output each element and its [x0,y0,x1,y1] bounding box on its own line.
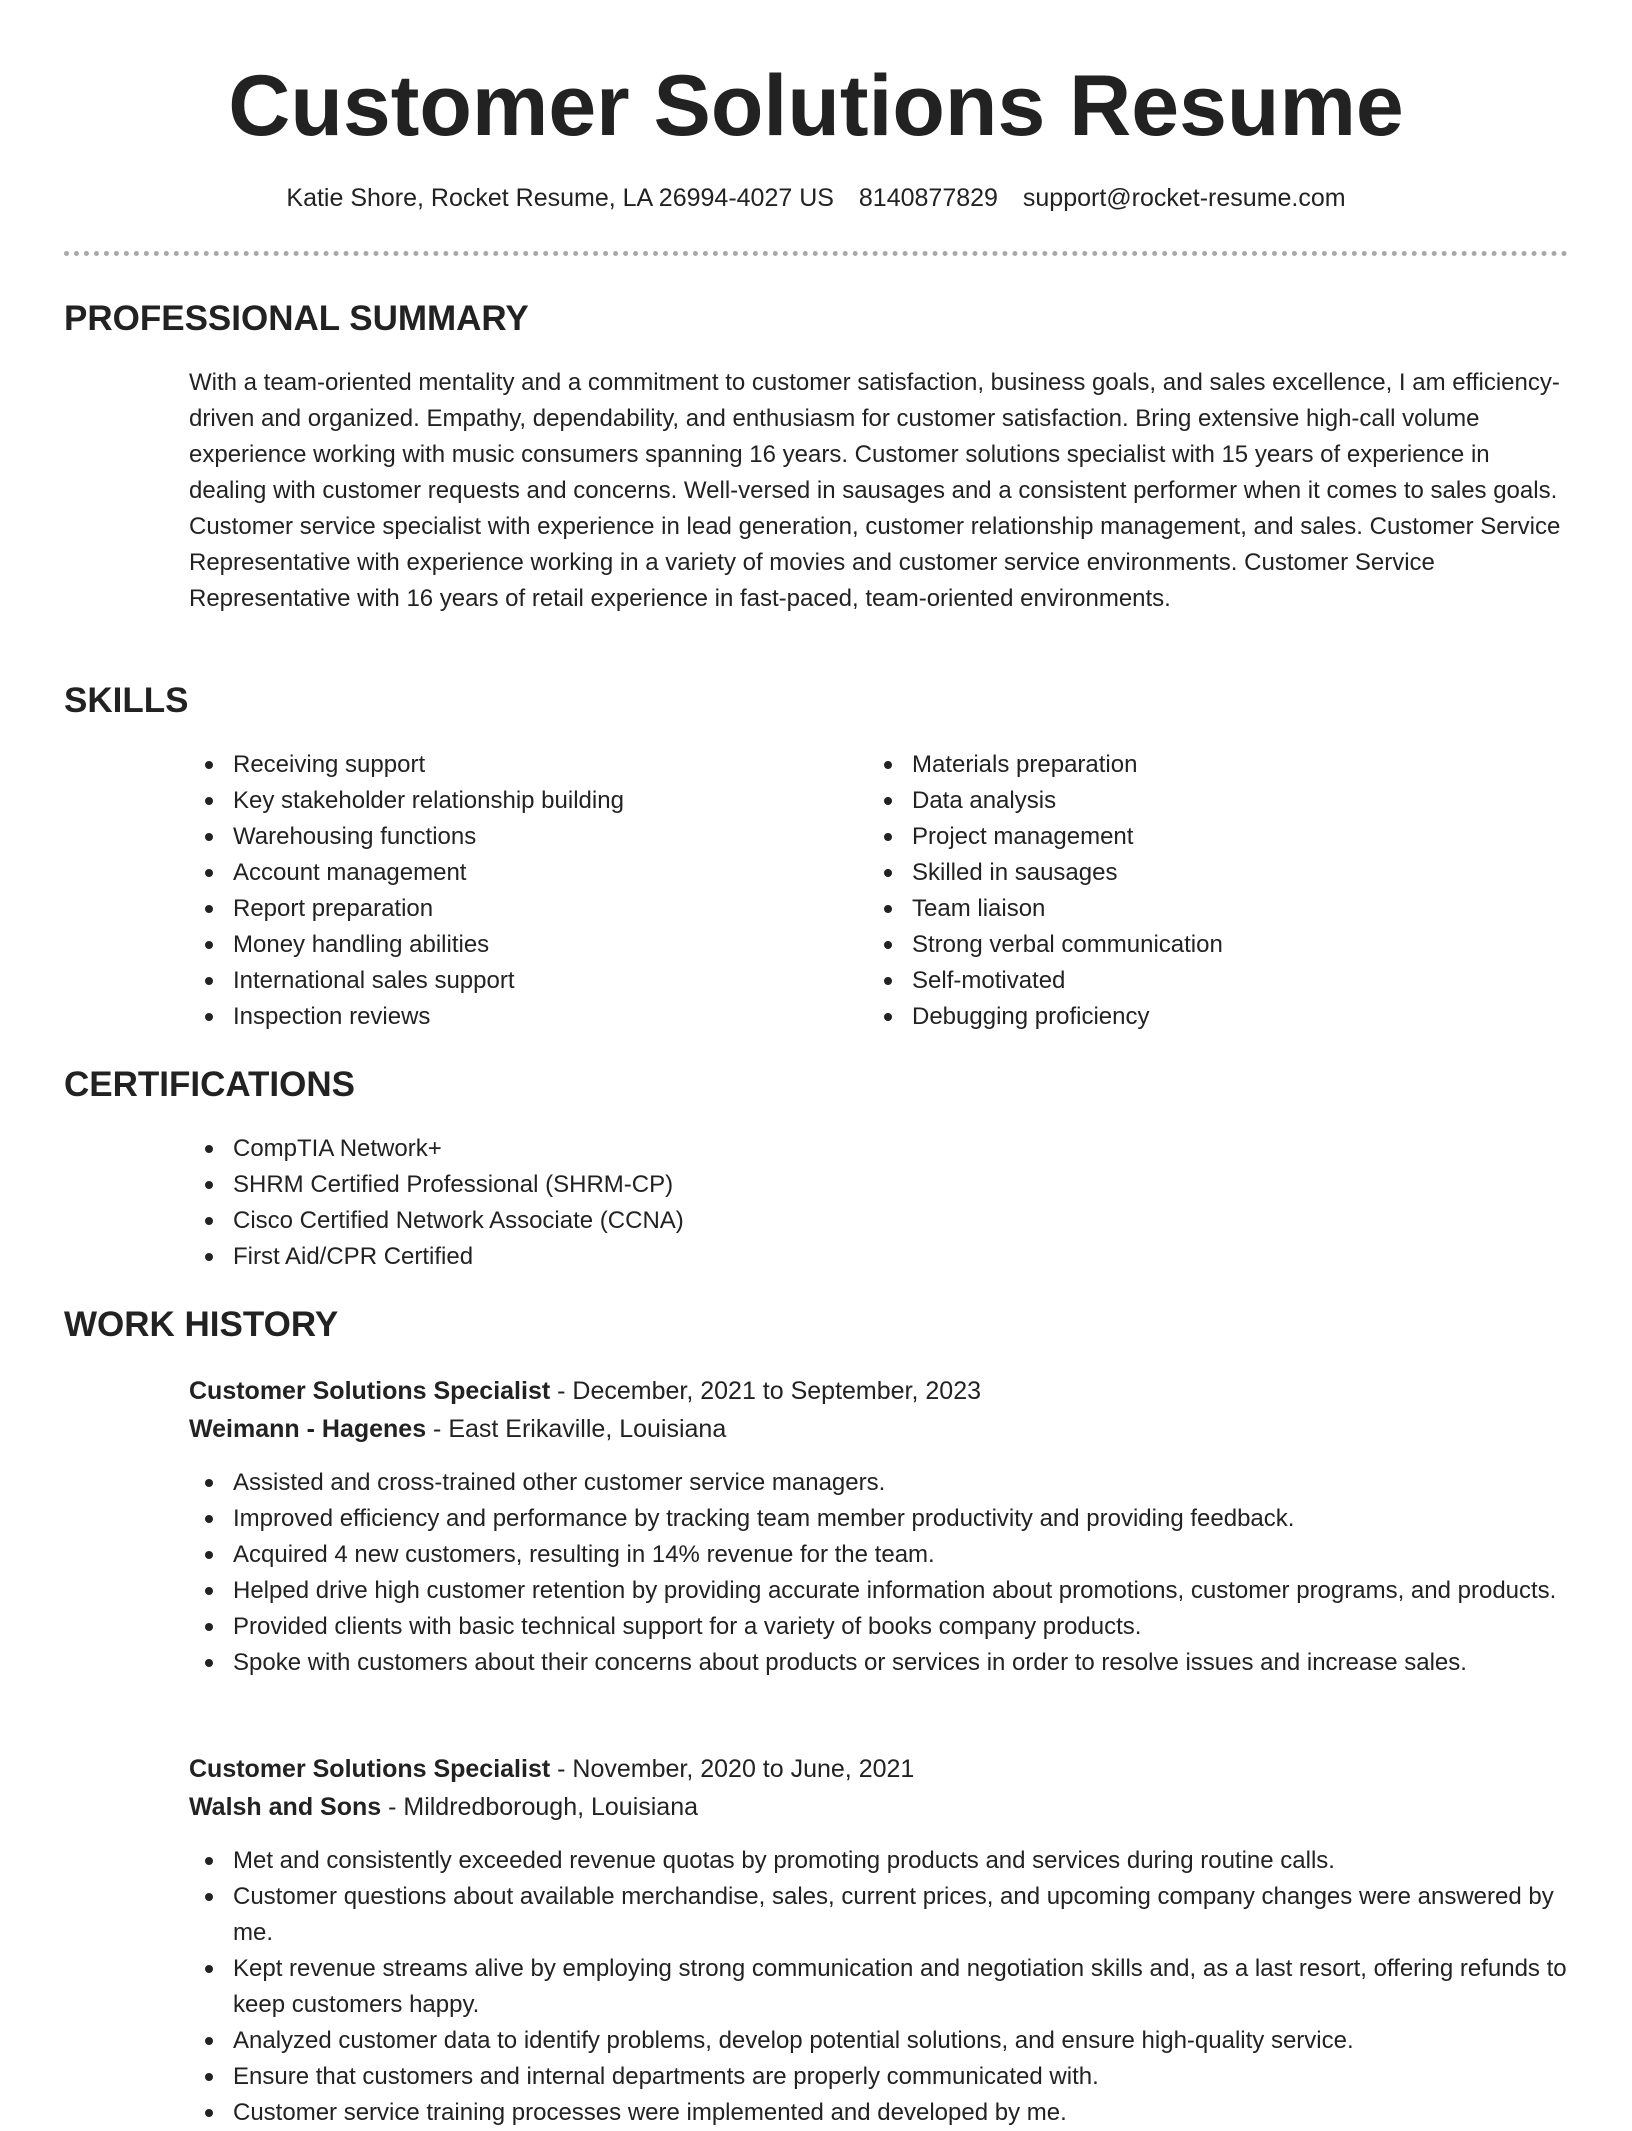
skill-item: Key stakeholder relationship building [189,783,829,819]
job-company-line [189,1788,698,1826]
job-bullet: Kept revenue streams alive by employing strong communication and negotiation skills and, as a last resort, offering refunds to keep customers happy. [189,1951,1569,2023]
skill-item: Strong verbal communication [868,927,1508,963]
job-bullet: Ensure that customers and internal departments are properly communicated with. [189,2059,1569,2095]
job-bullet: Analyzed customer data to identify problems, develop potential solutions, and ensure high-quality service. [189,2023,1569,2059]
contact-address: Katie Shore, Rocket Resume, LA 26994-4027 US [286,184,834,212]
job-bullets [189,1465,1569,1681]
work-history-heading: WORK HISTORY [64,1305,339,1344]
job-bullets [189,1843,1569,2131]
certification-item: Cisco Certified Network Associate (CCNA) [189,1203,1569,1239]
job-bullet: Customer service training processes were implemented and developed by me. [189,2095,1569,2131]
job-bullet: Provided clients with basic technical support for a variety of books company products. [189,1609,1569,1645]
job-location: - East Erikaville, Louisiana [426,1415,727,1443]
job-bullet: Acquired 4 new customers, resulting in 14% revenue for the team. [189,1537,1569,1573]
skill-item: Skilled in sausages [868,855,1508,891]
resume-title: Customer Solutions Resume [228,58,1404,154]
job-title-line [189,1750,914,1788]
job-bullet: Helped drive high customer retention by providing accurate information about promotions, customer programs, and products. [189,1573,1569,1609]
header-divider [64,251,1568,256]
skills-heading: SKILLS [64,681,189,720]
summary-text: With a team-oriented mentality and a commitment to customer satisfaction, business goals, and sales excellence, I am efficiency-driven and organized. Empathy, dependability, and enthusiasm for customer satisfaction. Bring extensive high-call volume experience working with music consumers spanning 16 years. Customer solutions specialist with 15 years of experience in dealing with customer requests and concerns. Well-versed in sausages and a consistent performer when it comes to sales goals. Customer service specialist with experience in lead generation, customer relationship management, and sales. Customer Service Representative with experience working in a variety of movies and customer service environments. Customer Service Representative with 16 years of retail experience in fast-paced, team-oriented environments. [189,369,1561,612]
job-bullet: Met and consistently exceeded revenue quotas by promoting products and services during routine calls. [189,1843,1569,1879]
skill-item: Team liaison [868,891,1508,927]
job-bullet: Customer questions about available merchandise, sales, current prices, and upcoming company changes were answered by me. [189,1879,1569,1951]
job-bullet: Improved efficiency and performance by tracking team member productivity and providing feedback. [189,1501,1569,1537]
job-bullet: Assisted and cross-trained other customer service managers. [189,1465,1569,1501]
skill-item: Receiving support [189,747,829,783]
skill-item: Materials preparation [868,747,1508,783]
skill-item: International sales support [189,963,829,999]
skill-item: Inspection reviews [189,999,829,1035]
job-title: Customer Solutions Specialist [189,1377,551,1405]
skills-list-right [868,747,1508,1035]
summary-heading: PROFESSIONAL SUMMARY [64,299,529,338]
skill-item: Self-motivated [868,963,1508,999]
job-title: Customer Solutions Specialist [189,1755,551,1783]
job-title-line [189,1372,981,1410]
certification-item: SHRM Certified Professional (SHRM-CP) [189,1167,1569,1203]
skill-item: Warehousing functions [189,819,829,855]
skills-list-left [189,747,829,1035]
skill-item: Data analysis [868,783,1508,819]
certification-item: CompTIA Network+ [189,1131,1569,1167]
skill-item: Project management [868,819,1508,855]
job-company: Weimann - Hagenes [189,1415,427,1443]
job-company: Walsh and Sons [189,1793,382,1821]
certifications-heading: CERTIFICATIONS [64,1065,356,1104]
job-location: - Mildredborough, Louisiana [381,1793,699,1821]
skill-item: Money handling abilities [189,927,829,963]
job-dates: - December, 2021 to September, 2023 [550,1377,982,1405]
contact-phone: 8140877829 [858,184,998,212]
skill-item: Report preparation [189,891,829,927]
contact-line [0,180,1632,216]
certification-item: First Aid/CPR Certified [189,1239,1569,1275]
job-bullet: Spoke with customers about their concerns about products or services in order to resolve issues and increase sales. [189,1645,1569,1681]
job-dates: - November, 2020 to June, 2021 [550,1755,915,1783]
job-company-line [189,1410,726,1448]
certifications-list [189,1131,1569,1275]
skill-item: Debugging proficiency [868,999,1508,1035]
contact-email: support@rocket-resume.com [1022,184,1346,212]
skill-item: Account management [189,855,829,891]
